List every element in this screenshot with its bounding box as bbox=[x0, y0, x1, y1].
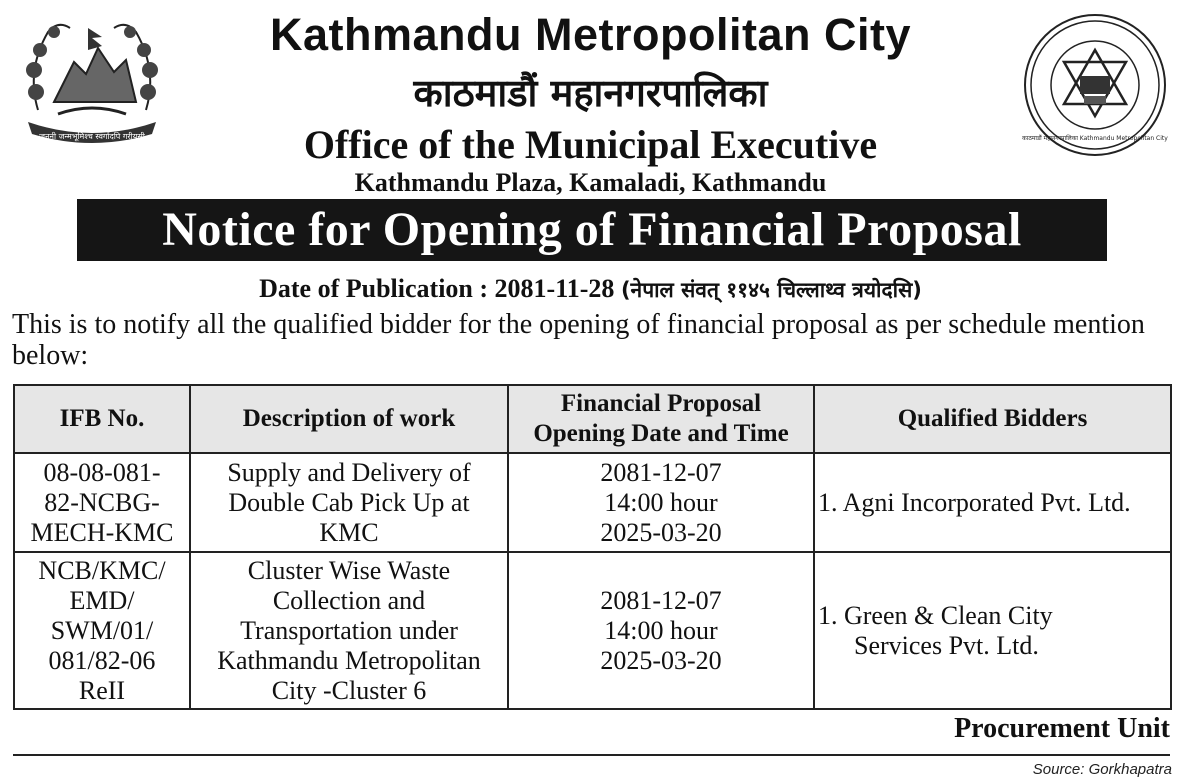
notice-heading: Notice for Opening of Financial Proposal bbox=[77, 199, 1107, 261]
cell-opening bbox=[508, 453, 814, 552]
publication-date bbox=[0, 272, 1181, 307]
intro-paragraph: This is to notify all the qualified bidder for the opening of financial proposal as per schedule mention below: bbox=[12, 309, 1145, 371]
page-title-nepali: काठमाडौं महानगरपालिका bbox=[413, 71, 768, 115]
cell-line: Kathmandu Metropolitan bbox=[217, 645, 481, 675]
cell-line: Supply and Delivery of bbox=[227, 457, 471, 487]
header-opening-line-2: Opening Date and Time bbox=[533, 420, 789, 447]
cell-line: 2081-12-07 bbox=[600, 585, 722, 615]
cell-line: Cluster Wise Waste bbox=[247, 555, 451, 585]
cell-line: 82-NCBG- bbox=[44, 487, 160, 517]
cell-line: MECH-KMC bbox=[30, 517, 174, 547]
emblem-motto: जननी जन्मभूमिश्च स्वर्गादपि गरीयसी bbox=[39, 132, 145, 141]
cell-bidders bbox=[814, 552, 1171, 709]
header-opening-line-1: Financial Proposal bbox=[560, 390, 762, 417]
table-header-row bbox=[14, 385, 1171, 453]
cell-line: Double Cab Pick Up at bbox=[228, 487, 470, 517]
cell-description bbox=[190, 552, 508, 709]
cell-opening bbox=[508, 552, 814, 709]
cell-line: ReII bbox=[78, 675, 126, 705]
cell-line: 1. Green & Clean City bbox=[818, 600, 1053, 630]
table-row bbox=[14, 453, 1171, 552]
cell-line: 14:00 hour bbox=[604, 615, 718, 645]
cell-line: 08-08-081- bbox=[43, 457, 161, 487]
header-opening bbox=[508, 385, 814, 453]
cell-line: 081/82-06 bbox=[48, 645, 156, 675]
cell-line: 14:00 hour bbox=[604, 487, 718, 517]
cell-line: Collection and bbox=[272, 585, 426, 615]
cell-line: Services Pvt. Ltd. bbox=[854, 630, 1039, 660]
signature: Procurement Unit bbox=[954, 713, 1170, 744]
cell-line: SWM/01/ bbox=[50, 615, 154, 645]
cell-line: 2025-03-20 bbox=[600, 517, 722, 547]
cell-description bbox=[190, 453, 508, 552]
publication-label: Date of Publication : 2081-11-28 bbox=[259, 274, 615, 303]
cell-line: 2081-12-07 bbox=[600, 457, 722, 487]
cell-line: 1. Agni Incorporated Pvt. Ltd. bbox=[818, 487, 1131, 517]
cell-line: 2025-03-20 bbox=[600, 645, 722, 675]
cell-ifb bbox=[14, 552, 190, 709]
cell-line: NCB/KMC/ bbox=[38, 555, 166, 585]
cell-bidders bbox=[814, 453, 1171, 552]
cell-line: Transportation under bbox=[240, 615, 458, 645]
cell-ifb bbox=[14, 453, 190, 552]
seal-text: काठमाडौं महानगरपालिका Kathmandu Metropolitan City bbox=[1022, 135, 1168, 142]
office-address: Kathmandu Plaza, Kamaladi, Kathmandu bbox=[354, 168, 827, 197]
table-row bbox=[14, 552, 1171, 709]
cell-line: EMD/ bbox=[69, 585, 135, 615]
office-name: Office of the Municipal Executive bbox=[303, 122, 878, 167]
header-bidders: Qualified Bidders bbox=[814, 385, 1171, 453]
source-credit: Source: Gorkhapatra bbox=[1032, 761, 1172, 778]
cell-line: City -Cluster 6 bbox=[271, 675, 427, 705]
publication-date-nepali: (नेपाल संवत् ११४५ चिल्लाथ्व त्रयोदसि) bbox=[620, 278, 922, 302]
cell-line: KMC bbox=[319, 517, 379, 547]
divider bbox=[13, 754, 1170, 756]
page-title: Kathmandu Metropolitan City bbox=[270, 9, 911, 60]
kmc-seal-icon bbox=[1022, 12, 1168, 158]
schedule-table bbox=[13, 384, 1172, 710]
header-description: Description of work bbox=[190, 385, 508, 453]
header-ifb: IFB No. bbox=[14, 385, 190, 453]
